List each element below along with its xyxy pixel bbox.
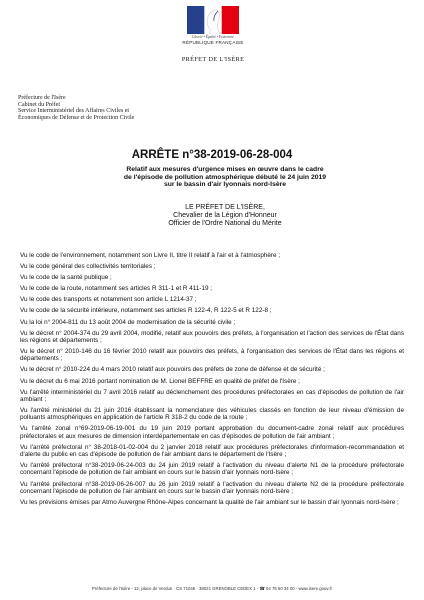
visa-item: Vu le code de l'environnement, notamment son Livre II, titre II relatif à l'air et à l'atmosphère ; <box>20 252 281 259</box>
visa-item: Vu les prévisions émises par Atmo Auvergne Rhône-Alpes concernant la qualité de l'air ambiant sur le bassin d'air lyonnais nord-Isère ; <box>20 498 399 506</box>
arrete-title: ARRÊTE n°38-2019-06-28-004 <box>131 149 293 161</box>
visa-item: Vu l'arrêté préfectoral n° 38-2018-01-02-004 du 2 janvier 2018 relatif aux procédures préfectorales d'information-recommandation et d'alerte du public en cas d'épisode de pollution de l'air ambiant dans le département de l'Isère ; <box>20 443 404 459</box>
visa-item: Vu l'arrêté préfectoral n°38-2019-06-26-007 du 26 juin 2019 relatif à l'activation du niveau d'alerte N2 de la procédure préfectorale concernant l'épisode de pollution de l'air ambiant en cours sur le bassin d'air lyonnais nord-Isère ; <box>20 480 404 495</box>
prefet-line: Chevalier de la Légion d'Honneur <box>173 211 277 219</box>
visa-item: Vu l'arrêté ministériel du 21 juin 2016 établissant la nomenclature des véhicules classés en fonction de leur niveau d'émission de polluants atmosphériques en application de l'article R 318-2 du code de la route ; <box>20 407 404 422</box>
marianne-logo <box>170 6 256 45</box>
expediteur-line: Économiques de Défense et de Protection Civile <box>18 114 135 121</box>
visa-item: Vu l'arrêté interministériel du 7 avril 2016 relatif au déclenchement des procédures préfectorales en cas d'épisodes de pollution de l'air ambiant ; <box>20 388 404 403</box>
visa-item: Vu le décret n° 2010-146 du 16 février 2010 relatif aux pouvoirs des préfets, à l'organisation des services de l'État dans les régions et départements ; <box>20 348 404 363</box>
visa-item: Vu l'arrêté préfectoral n°38-2019-06-24-003 du 24 juin 2019 relatif à l'activation du niveau d'alerte N1 de la procédure préfectorale concernant l'épisode de pollution de l'air ambiant en cours sur le bassin d'air lyonnais nord-Isère ; <box>20 462 404 477</box>
republique-francaise: RÉPUBLIQUE FRANÇAISE <box>182 40 244 45</box>
prefet-line: Officier de l'Ordre National du Mérite <box>168 219 282 227</box>
visa-item: Vu la loi n° 2004-811 du 13 août 2004 de modernisation de la sécurité civile ; <box>20 318 236 326</box>
visa-item: Vu le code de la santé publique ; <box>20 274 112 282</box>
expediteur-line: Cabinet du Préfet <box>18 101 60 108</box>
objet-line: de l'épisode de pollution atmosphérique débuté le 24 juin 2019 <box>123 173 327 181</box>
visa-item: Vu le code général des collectivités territoriales ; <box>20 263 156 271</box>
objet-line: sur le bassin d'air lyonnais nord-Isère <box>163 181 287 189</box>
visa-item: Vu le code de la sécurité intérieure, notamment ses articles R 122-4, R 122-5 et R 122-8 ; <box>20 307 272 315</box>
prefet-line: LE PRÉFET DE L'ISÈRE, <box>185 204 265 211</box>
expediteur-line: Service Interministériel des Affaires Civiles et <box>18 108 130 115</box>
page-footer: Préfecture de l'Isère - 12, place de Verdun · CS 71046 - 38021 GRENOBLE CEDEX 1 - ☎ 04 76 60 34 00 - www.isere.gouv.fr <box>91 586 333 591</box>
visa-item: Vu l'arrêté zonal n°69-2019-06-19-001 du 19 juin 2019 portant approbation du document-cadre zonal relatif aux procédures préfectorales et aux mesures de dimension interdépartementale en cas d'épisodes de pollution de l'air ambiant ; <box>20 425 404 440</box>
arrete-objet <box>100 166 350 189</box>
marianne-flag-icon <box>187 6 239 34</box>
expediteur-block <box>18 95 258 121</box>
visa-item: Vu le décret n° 2004-374 du 29 avril 2004, modifié, relatif aux pouvoirs des préfets, à l'organisation et l'action des services de l'État dans les régions et départements ; <box>20 329 404 344</box>
objet-line: Relatif aux mesures d'urgence mises en œuvre dans le cadre <box>126 166 324 173</box>
visa-item: Vu le décret n° 2010-224 du 4 mars 2010 relatif aux pouvoirs des préfets de zone de défense et de sécurité ; <box>20 366 325 374</box>
prefet-isere-label: PRÉFET DE L'ISÈRE <box>181 56 245 63</box>
devise: Liberté • Égalité • Fraternité <box>192 35 234 39</box>
visa-item: Vu le code de la route, notamment ses articles R 311-1 et R 411-19 ; <box>20 285 213 293</box>
visas-list <box>20 252 404 510</box>
visa-item: Vu le décret du 6 mai 2016 portant nomination de M. Lionel BEFFRE en qualité de préfet de l'Isère ; <box>20 377 300 385</box>
visa-item: Vu le code des transports et notamment son article L 1214-37 ; <box>20 296 197 304</box>
expediteur-line: Préfecture de l'Isère <box>18 95 66 101</box>
prefet-titles <box>100 204 350 227</box>
